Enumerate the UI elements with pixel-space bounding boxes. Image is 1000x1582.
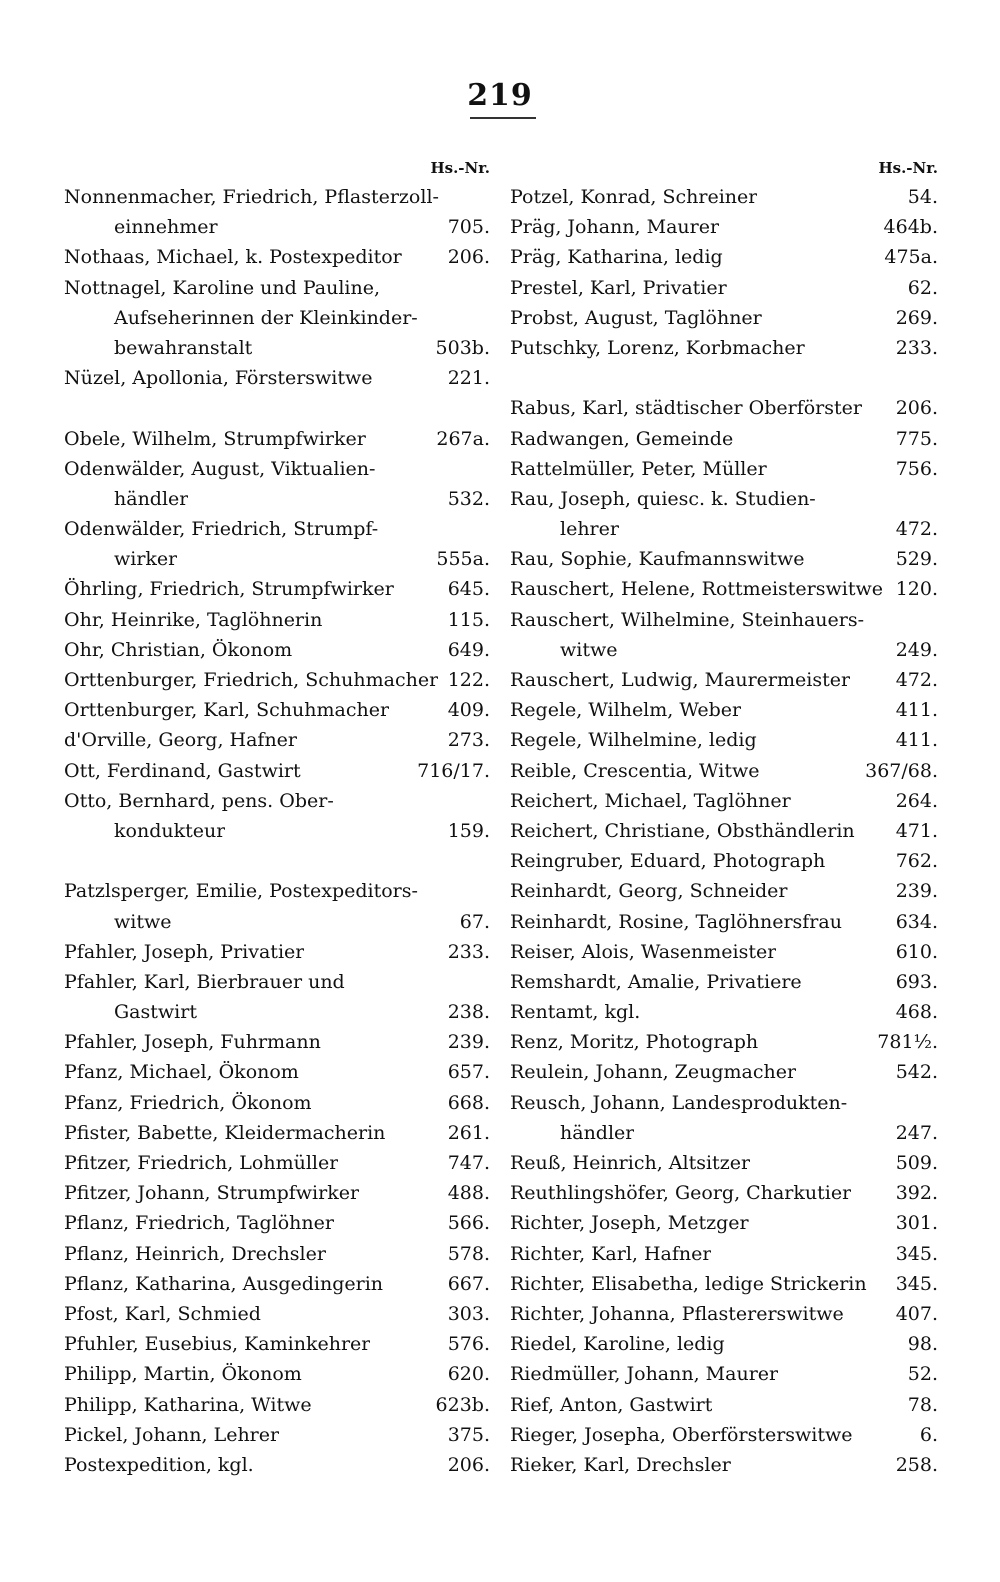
house-number: 411. — [895, 729, 938, 752]
house-number: 488. — [447, 1182, 490, 1205]
list-item — [64, 967, 490, 997]
page-number: 219 — [467, 78, 533, 113]
house-number: 634. — [895, 910, 938, 933]
entry-name: Pflanz, Heinrich, Drechsler — [64, 1242, 326, 1265]
list-item — [64, 1208, 490, 1238]
list-item — [510, 1208, 938, 1238]
entry-name: Aufseherinnen der Kleinkinder- — [114, 306, 418, 329]
list-item — [510, 967, 938, 997]
house-number: 206. — [447, 246, 490, 269]
house-number: 716/17. — [417, 759, 490, 782]
entry-name: bewahranstalt — [114, 336, 253, 359]
list-item — [64, 1420, 490, 1450]
entry-name: Remshardt, Amalie, Privatiere — [510, 970, 802, 993]
entry-name: kondukteur — [114, 819, 226, 842]
entry-name: Pfahler, Joseph, Fuhrmann — [64, 1031, 321, 1054]
house-number: 392. — [895, 1182, 938, 1205]
house-number: 775. — [895, 427, 938, 450]
house-number: 610. — [895, 940, 938, 963]
house-number: 756. — [895, 457, 938, 480]
entry-name: Nothaas, Michael, k. Postexpeditor — [64, 246, 402, 269]
list-item — [64, 1148, 490, 1178]
entry-name: Pflanz, Friedrich, Taglöhner — [64, 1212, 334, 1235]
entry-name: Reinhardt, Rosine, Taglöhnersfrau — [510, 910, 842, 933]
list-item — [64, 242, 490, 272]
house-number: 367/68. — [865, 759, 938, 782]
entry-name: Pfitzer, Johann, Strumpfwirker — [64, 1182, 360, 1205]
entry-name: Rattelmüller, Peter, Müller — [510, 457, 767, 480]
list-item — [64, 635, 490, 665]
entry-name: Rief, Anton, Gastwirt — [510, 1393, 713, 1416]
entry-name: Reulein, Johann, Zeugmacher — [510, 1061, 797, 1084]
house-number: 221. — [447, 367, 490, 390]
entry-name: Pfanz, Michael, Ökonom — [64, 1061, 299, 1084]
house-number — [482, 273, 490, 303]
entry-name: Rieger, Josepha, Oberförsterswitwe — [510, 1423, 853, 1446]
list-item — [510, 907, 938, 937]
house-number: 303. — [447, 1302, 490, 1325]
house-number — [482, 876, 490, 906]
list-item — [64, 1178, 490, 1208]
entry-name: Orttenburger, Karl, Schuhmacher — [64, 699, 390, 722]
list-item — [510, 635, 938, 665]
list-item — [64, 1329, 490, 1359]
house-number: 620. — [447, 1363, 490, 1386]
entry-name: Regele, Wilhelmine, ledig — [510, 729, 757, 752]
entry-name: Präg, Johann, Maurer — [510, 216, 720, 239]
list-item — [510, 333, 938, 363]
list-item — [510, 725, 938, 755]
list-item — [510, 1239, 938, 1269]
list-item — [510, 303, 938, 333]
list-item — [510, 273, 938, 303]
entry-name: Renz, Moritz, Photograph — [510, 1031, 759, 1054]
entry-name: Pfost, Karl, Schmied — [64, 1302, 261, 1325]
entry-name: Potzel, Konrad, Schreiner — [510, 186, 758, 208]
entry-name: Rau, Sophie, Kaufmannswitwe — [510, 548, 805, 571]
house-number — [482, 454, 490, 484]
house-number: 409. — [447, 699, 490, 722]
list-item — [64, 907, 490, 937]
list-item — [510, 816, 938, 846]
entry-name: Probst, August, Taglöhner — [510, 306, 762, 329]
house-number: 623b. — [435, 1393, 490, 1416]
entry-name: Obele, Wilhelm, Strumpfwirker — [64, 427, 366, 450]
list-item — [64, 786, 490, 816]
house-number: 475a. — [884, 246, 938, 269]
entry-name: Nonnenmacher, Friedrich, Pflasterzoll- — [64, 186, 439, 208]
house-number — [930, 1088, 938, 1118]
house-number: 472. — [895, 669, 938, 691]
entry-name: Prestel, Karl, Privatier — [510, 276, 727, 299]
entry-name: Riedmüller, Johann, Maurer — [510, 1363, 779, 1386]
house-number: 657. — [447, 1061, 490, 1084]
list-item — [510, 242, 938, 272]
entry-name: Reiser, Alois, Wasenmeister — [510, 940, 777, 963]
entry-name: Richter, Joseph, Metzger — [510, 1212, 749, 1235]
entry-name: Philipp, Martin, Ökonom — [64, 1363, 302, 1386]
list-item — [510, 876, 938, 906]
list-item — [64, 273, 490, 303]
list-item — [64, 1239, 490, 1269]
list-item — [510, 1450, 938, 1480]
list-item — [64, 997, 490, 1027]
house-number: 407. — [895, 1302, 938, 1325]
list-item — [510, 1269, 938, 1299]
list-item — [64, 1027, 490, 1057]
entry-name: Pfister, Babette, Kleidermacherin — [64, 1121, 386, 1144]
entry-name: Nüzel, Apollonia, Försterswitwe — [64, 367, 373, 390]
list-item — [64, 514, 490, 544]
entry-name: Rieker, Karl, Drechsler — [510, 1453, 731, 1476]
house-number: 375. — [447, 1423, 490, 1446]
house-number — [930, 484, 938, 514]
left-entry-list — [64, 182, 490, 1480]
entry-name: Rentamt, kgl. — [510, 1001, 641, 1024]
list-item — [64, 665, 490, 695]
entry-name: Ohr, Christian, Ökonom — [64, 638, 293, 661]
entry-name: einnehmer — [114, 216, 218, 239]
entry-name: Putschky, Lorenz, Korbmacher — [510, 336, 805, 359]
list-item — [510, 1057, 938, 1087]
list-item — [64, 1390, 490, 1420]
list-item — [510, 212, 938, 242]
list-item — [510, 1027, 938, 1057]
list-item — [510, 665, 938, 695]
entry-name: Nottnagel, Karoline und Pauline, — [64, 276, 381, 299]
house-number: 239. — [447, 1031, 490, 1054]
house-number: 98. — [907, 1333, 938, 1356]
house-number: 555a. — [436, 548, 490, 571]
house-number: 261. — [447, 1121, 490, 1144]
list-item — [64, 695, 490, 725]
list-item — [64, 303, 490, 333]
list-item — [64, 484, 490, 514]
house-number: 67. — [459, 910, 490, 933]
list-item — [510, 514, 938, 544]
list-item — [64, 574, 490, 604]
list-item — [64, 605, 490, 635]
entry-name: Pfahler, Joseph, Privatier — [64, 940, 305, 963]
entry-name: Radwangen, Gemeinde — [510, 427, 734, 450]
right-column — [510, 154, 938, 1480]
house-number: 464b. — [883, 216, 938, 239]
list-item — [510, 1299, 938, 1329]
list-item — [64, 937, 490, 967]
house-number: 233. — [447, 940, 490, 963]
list-item — [510, 937, 938, 967]
house-number-header: Hs.-Nr. — [430, 159, 490, 177]
entry-name: Rauschert, Helene, Rottmeisterswitwe — [510, 578, 883, 601]
house-number: 233. — [895, 336, 938, 359]
entry-name: witwe — [560, 638, 618, 661]
entry-name: Philipp, Katharina, Witwe — [64, 1393, 312, 1416]
section-gap — [64, 393, 490, 423]
entry-name: Rabus, Karl, städtischer Oberförster — [510, 397, 862, 420]
house-number: 249. — [895, 638, 938, 661]
entry-name: Reichert, Christiane, Obsthändlerin — [510, 819, 855, 842]
entry-name: Gastwirt — [114, 1001, 197, 1024]
house-number: 159. — [447, 819, 490, 842]
entry-name: händler — [560, 1121, 635, 1144]
entry-name: Regele, Wilhelm, Weber — [510, 699, 742, 722]
house-number: 645. — [447, 578, 490, 601]
entry-name: Richter, Elisabetha, ledige Strickerin — [510, 1272, 867, 1295]
list-item — [64, 725, 490, 755]
list-item — [64, 1359, 490, 1389]
list-item — [64, 424, 490, 454]
house-number: 542. — [895, 1061, 938, 1084]
list-item — [510, 1178, 938, 1208]
list-item — [510, 1359, 938, 1389]
list-item — [64, 876, 490, 906]
list-item — [510, 484, 938, 514]
house-number — [482, 786, 490, 816]
list-item — [64, 1269, 490, 1299]
section-gap — [510, 363, 938, 393]
entry-name: Pfitzer, Friedrich, Lohmüller — [64, 1152, 339, 1174]
entry-name: witwe — [114, 910, 172, 933]
house-number — [482, 303, 490, 333]
list-item — [510, 1148, 938, 1178]
house-number: 78. — [907, 1393, 938, 1416]
entry-name: Pflanz, Katharina, Ausgedingerin — [64, 1272, 384, 1295]
entry-name: lehrer — [560, 518, 619, 541]
house-number: 468. — [895, 1001, 938, 1024]
house-number: 345. — [895, 1242, 938, 1265]
entry-name: Öhrling, Friedrich, Strumpfwirker — [64, 578, 394, 601]
house-number: 762. — [895, 850, 938, 873]
entry-name: Postexpedition, kgl. — [64, 1453, 254, 1476]
list-item — [64, 1299, 490, 1329]
house-number: 6. — [919, 1423, 938, 1446]
house-number: 238. — [447, 1001, 490, 1024]
entry-name: Rau, Joseph, quiesc. k. Studien- — [510, 487, 816, 510]
entry-name: Odenwälder, Friedrich, Strumpf- — [64, 518, 379, 541]
house-number: 578. — [447, 1242, 490, 1265]
list-item — [64, 212, 490, 242]
list-item — [510, 1118, 938, 1148]
house-number: 62. — [907, 276, 938, 299]
house-number — [930, 605, 938, 635]
house-number: 576. — [447, 1333, 490, 1356]
page-number-underline — [470, 117, 536, 119]
house-number: 115. — [447, 608, 490, 631]
entry-name: Riedel, Karoline, ledig — [510, 1333, 725, 1356]
entry-name: Ohr, Heinrike, Taglöhnerin — [64, 608, 323, 631]
list-item — [64, 363, 490, 393]
house-number: 471. — [895, 819, 938, 842]
entry-name: Rauschert, Wilhelmine, Steinhauers- — [510, 608, 865, 631]
list-item — [510, 1088, 938, 1118]
list-item — [64, 1088, 490, 1118]
house-number: 503b. — [435, 336, 490, 359]
list-item — [510, 544, 938, 574]
house-number: 781½. — [877, 1031, 938, 1054]
house-number: 747. — [447, 1152, 490, 1174]
list-item — [510, 454, 938, 484]
house-number: 667. — [447, 1272, 490, 1295]
house-number-header: Hs.-Nr. — [878, 159, 938, 177]
house-number: 206. — [895, 397, 938, 420]
house-number: 206. — [447, 1453, 490, 1476]
entry-name: Ott, Ferdinand, Gastwirt — [64, 759, 301, 782]
house-number: 532. — [447, 487, 490, 510]
list-item — [64, 182, 490, 212]
list-item — [510, 997, 938, 1027]
entry-name: Rauschert, Ludwig, Maurermeister — [510, 669, 851, 691]
house-number: 509. — [895, 1152, 938, 1174]
entry-name: Odenwälder, August, Viktualien- — [64, 457, 376, 480]
house-number: 273. — [447, 729, 490, 752]
house-number: 529. — [895, 548, 938, 571]
house-number: 120. — [895, 578, 938, 601]
entry-name: Reuß, Heinrich, Altsitzer — [510, 1152, 751, 1174]
house-number — [482, 182, 490, 212]
list-item — [510, 846, 938, 876]
house-number: 705. — [447, 216, 490, 239]
house-number: 411. — [895, 699, 938, 722]
house-number: 247. — [895, 1121, 938, 1144]
house-number: 264. — [895, 789, 938, 812]
house-number: 693. — [895, 970, 938, 993]
house-number: 258. — [895, 1453, 938, 1476]
house-number: 649. — [447, 638, 490, 661]
house-number — [482, 967, 490, 997]
list-item — [64, 454, 490, 484]
list-item — [510, 695, 938, 725]
house-number: 345. — [895, 1272, 938, 1295]
entry-name: Reusch, Johann, Landesprodukten- — [510, 1091, 848, 1114]
house-number: 239. — [895, 880, 938, 903]
list-item — [510, 1329, 938, 1359]
list-item — [510, 182, 938, 212]
list-item — [510, 1390, 938, 1420]
entry-name: Reible, Crescentia, Witwe — [510, 759, 760, 782]
list-item — [64, 1118, 490, 1148]
entry-name: Pfahler, Karl, Bierbrauer und — [64, 970, 345, 993]
entry-name: Pfuhler, Eusebius, Kaminkehrer — [64, 1333, 371, 1356]
entry-name: Richter, Karl, Hafner — [510, 1242, 712, 1265]
entry-name: Richter, Johanna, Pflastererswitwe — [510, 1302, 844, 1325]
house-number: 566. — [447, 1212, 490, 1235]
house-number — [482, 514, 490, 544]
list-item — [510, 424, 938, 454]
list-item — [64, 544, 490, 574]
house-number: 472. — [895, 518, 938, 541]
right-entry-list — [510, 182, 938, 1480]
entry-name: Patzlsperger, Emilie, Postexpeditors- — [64, 880, 418, 903]
list-item — [510, 756, 938, 786]
entry-name: wirker — [114, 548, 178, 571]
house-number: 301. — [895, 1212, 938, 1235]
entry-name: Reinhardt, Georg, Schneider — [510, 880, 788, 903]
house-number: 54. — [907, 186, 938, 208]
entry-name: Otto, Bernhard, pens. Ober- — [64, 789, 334, 812]
entry-name: Reuthlingshöfer, Georg, Charkutier — [510, 1182, 852, 1205]
list-item — [510, 1420, 938, 1450]
entry-name: Präg, Katharina, ledig — [510, 246, 723, 269]
house-number: 122. — [447, 669, 490, 691]
list-item — [64, 1450, 490, 1480]
entry-name: d'Orville, Georg, Hafner — [64, 729, 298, 752]
list-item — [64, 756, 490, 786]
list-item — [64, 1057, 490, 1087]
entry-name: Reichert, Michael, Taglöhner — [510, 789, 791, 812]
entry-name: Reingruber, Eduard, Photograph — [510, 850, 826, 873]
house-number: 269. — [895, 306, 938, 329]
house-number: 52. — [907, 1363, 938, 1386]
entry-name: händler — [114, 487, 189, 510]
house-number: 267a. — [436, 427, 490, 450]
list-item — [64, 333, 490, 363]
list-item — [510, 393, 938, 423]
list-item — [510, 605, 938, 635]
left-column — [64, 154, 490, 1480]
list-item — [510, 786, 938, 816]
entry-name: Orttenburger, Friedrich, Schuhmacher — [64, 669, 439, 691]
list-item — [510, 574, 938, 604]
house-number: 668. — [447, 1091, 490, 1114]
entry-name: Pfanz, Friedrich, Ökonom — [64, 1091, 312, 1114]
list-item — [64, 816, 490, 846]
entry-name: Pickel, Johann, Lehrer — [64, 1423, 280, 1446]
section-gap — [64, 846, 490, 876]
